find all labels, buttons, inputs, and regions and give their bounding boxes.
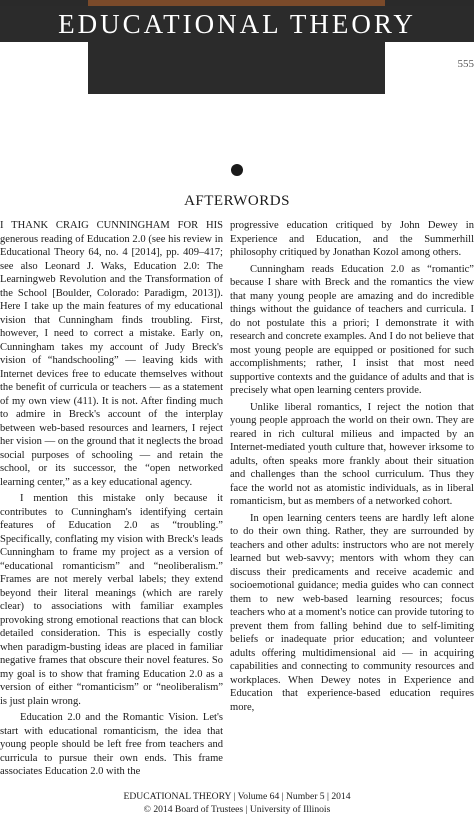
journal-banner: EDUCATIONAL THEORY	[0, 6, 474, 42]
paragraph: Unlike liberal romantics, I reject the notion that young people approach the world on their own. They are reared in rich cultural milieus and impacted by an Internet-mediated youth culture that, however irksome to adults, often speaks more frankly about their situation and challenges than the school curriculum. Thus they face the world not as atomistic individuals, as in liberal romanticism, but as members of a networked cohort.	[230, 401, 474, 507]
section-title: AFTERWORDS	[184, 193, 290, 209]
section-ornament-icon	[231, 164, 243, 176]
page-number: 555	[457, 58, 474, 70]
footer-copyright: © 2014 Board of Trustees | University of Illinois	[143, 804, 331, 815]
paragraph: Cunningham reads Education 2.0 as “romantic” because I share with Breck and the romantics the view that many young people are amazing and do incredible things without the guidance of teachers and curricula. I do not postulate this a priori; I demonstrate it with research and concrete examples. And I do not believe that most young people are equipped or positioned for such accomplishments; rather, I insist that most need supportive contexts and the guidance of adults and that is precisely what open learning centers provide.	[230, 263, 474, 396]
paragraph: In open learning centers teens are hardly left alone to do their own thing. Rather, they are surrounded by teachers and other adults: instructors who are not merely learned but web-savvy; mentors with whom they can discuss their predicaments and receive academic and socioemotional guidance; media guides who can connect them to new web-based learning resources; focus teachers who at a moment's notice can provide tutoring to prevent them from falling behind due to self-limiting beliefs or inadequate prior education; and volunteer adults offering multidimensional aid — in acquiring capabilities and connecting to community resources and workplaces. When Dewey notes in Experience and Education that experience-based education requires more,	[230, 512, 474, 713]
paragraph: I THANK CRAIG CUNNINGHAM FOR HIS generous reading of Education 2.0 (see his review in Educational Theory 64, no. 4 [2014], pp. 409–417; see also Leonard J. Waks, Education 2.0: The Learningweb Revolution and the Transformation of the School [Boulder, Colorado: Paradigm, 2013]). Here I take up the main features of my educational vision that Cunningham finds troubling. First, however, I need to correct a mistake. Early on, Cunningham takes my account of Judy Breck's vision of “handschooling” — leaving kids with Internet devices free to educate themselves without the benefit of curricula or teachers — as a statement of my own view (411). It is not. After finding much to admire in Breck's account of the interplay between web-based resources and learners, I reject her vision — on the ground that it neglects the broad social purposes of schooling — and retain the school, or its successor, the “open networked learning center,” as a key educational agency.	[0, 220, 223, 488]
paragraph: I mention this mistake only because it contributes to Cunningham's identifying certain features of Education 2.0 as “troubling.” Specifically, conflating my vision with Breck's leads Cunningham to frame my project as a version of “educational romanticism” and “neoliberalism.” Frames are not merely verbal labels; they extend beyond their literal meanings (which are rarely clear) to associations with familiar examples provoking strong emotional reactions that can block detailed consideration. This is especially costly when paradigm-busting ideas are placed in familiar negative frames that obscure their novel features. So my goal is to show that framing Education 2.0 as a version of either “romanticism” or “neoliberalism” is just plain wrong.	[0, 493, 223, 707]
footer-citation: EDUCATIONAL THEORY | Volume 64 | Number 5 | 2014	[123, 791, 351, 802]
right-column	[230, 219, 474, 717]
banner-lower-block	[88, 42, 385, 94]
left-column	[0, 219, 223, 782]
paragraph: Education 2.0 and the Romantic Vision. Let's start with educational romanticism, the idea that young people should be left free from teachers and curricula to pursue their own ends. This frame associates Education 2.0 with the	[0, 712, 223, 777]
paragraph: progressive education critiqued by John Dewey in Experience and Education, and the Summerhill philosophy critiqued by Jonathan Kozol among others.	[230, 220, 474, 258]
